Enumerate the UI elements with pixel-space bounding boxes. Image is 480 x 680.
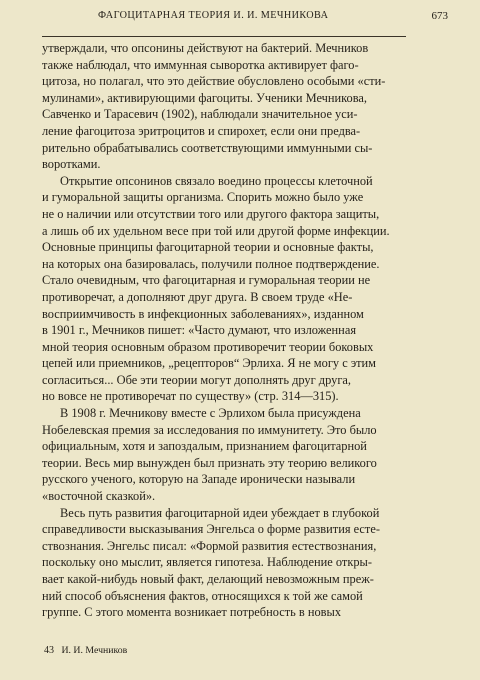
paragraph-4 [42,505,410,621]
page-footer [44,645,127,656]
text-line: «восточной сказкой». [42,489,156,504]
text-line: цитоза, но полагал, что это действие обусловлено особыми «сти- [42,74,386,89]
text-line: ствознания. Энгельс писал: «Формой развития естествознания, [42,538,377,553]
text-line: на которых она базировалась, получили полное подтверждение. [42,256,380,271]
text-line: Основные принципы фагоцитарной теории и основные факты, [42,240,374,255]
signature-number: 43 [44,645,54,656]
text-line: но вовсе не противоречат по существу» (стр. 314—315). [42,389,339,404]
paragraph-1 [42,40,410,173]
text-line: Стало очевидным, что фагоцитарная и гуморальная теории не [42,273,371,288]
text-line: Нобелевская премия за исследования по иммунитету. Это было [42,422,377,437]
text-line: Весь путь развития фагоцитарной идеи убеждает в глубокой [60,505,380,520]
text-line: восприимчивость в инфекционных заболеваниях», изданном [42,306,364,321]
text-line: В 1908 г. Мечникову вместе с Эрлихом была присуждена [60,406,361,421]
text-line: мулинами», активирующими фагоциты. Ученики Мечникова, [42,90,368,105]
text-line: и гуморальной защиты организма. Спорить можно было уже [42,190,364,205]
page-header [98,10,448,26]
text-line: не о наличии или отсутствии того или другого фактора защиты, [42,206,380,221]
text-line: официальным, хотя и запоздалым, признанием фагоцитарной [42,439,367,454]
text-line: согласиться... Обе эти теории могут дополнять друг друга, [42,372,352,387]
header-rule [42,36,406,37]
text-line: воротками. [42,157,101,172]
text-line: группе. С этого момента возникает потребность в новых [42,605,342,620]
paragraph-3 [42,405,410,505]
text-line: русского ученого, которую на Западе иронически называли [42,472,356,487]
running-title: ФАГОЦИТАРНАЯ ТЕОРИЯ И. И. МЕЧНИКОВА [98,10,329,21]
page-number: 673 [431,10,448,22]
text-line: также наблюдал, что иммунная сыворотка активирует фаго- [42,57,359,72]
text-line: мной теория основным образом противоречит теории боковых [42,339,374,354]
text-line: Открытие опсонинов связало воедино процессы клеточной [60,173,373,188]
text-line: в 1901 г., Мечников пишет: «Часто думают, что изложенная [42,323,357,338]
text-line: Савченко и Тарасевич (1902), наблюдали значительное уси- [42,107,358,122]
text-line: справедливости высказывания Энгельса о форме развития есте- [42,522,380,537]
text-line: теории. Весь мир вынужден был признать эту теорию великого [42,455,377,470]
text-line: цепей или приемников, „рецепторов“ Эрлиха. Я не могу с этим [42,356,377,371]
text-line: вает какой-нибудь новый факт, делающий невозможным преж- [42,572,374,586]
text-line: противоречат, а дополняют друг друга. В своем труде «Не- [42,289,353,304]
text-line: поскольку оно мыслит, является гипотеза. Наблюдение откры- [42,555,372,570]
body-text [42,40,410,621]
text-line: рительно обрабатывались соответствующими иммунными сы- [42,140,373,155]
footer-text: И. И. Мечников [61,645,128,656]
paragraph-2 [42,173,410,405]
text-line: ний способ объяснения фактов, относящихся к той же самой [42,588,363,603]
text-line: а лишь об их удельном весе при той или другой форме инфекции. [42,223,390,238]
text-line: утверждали, что опсонины действуют на бактерий. Мечников [42,41,369,55]
text-line: ление фагоцитоза эритроцитов и спирохет, если они предва- [42,123,361,138]
